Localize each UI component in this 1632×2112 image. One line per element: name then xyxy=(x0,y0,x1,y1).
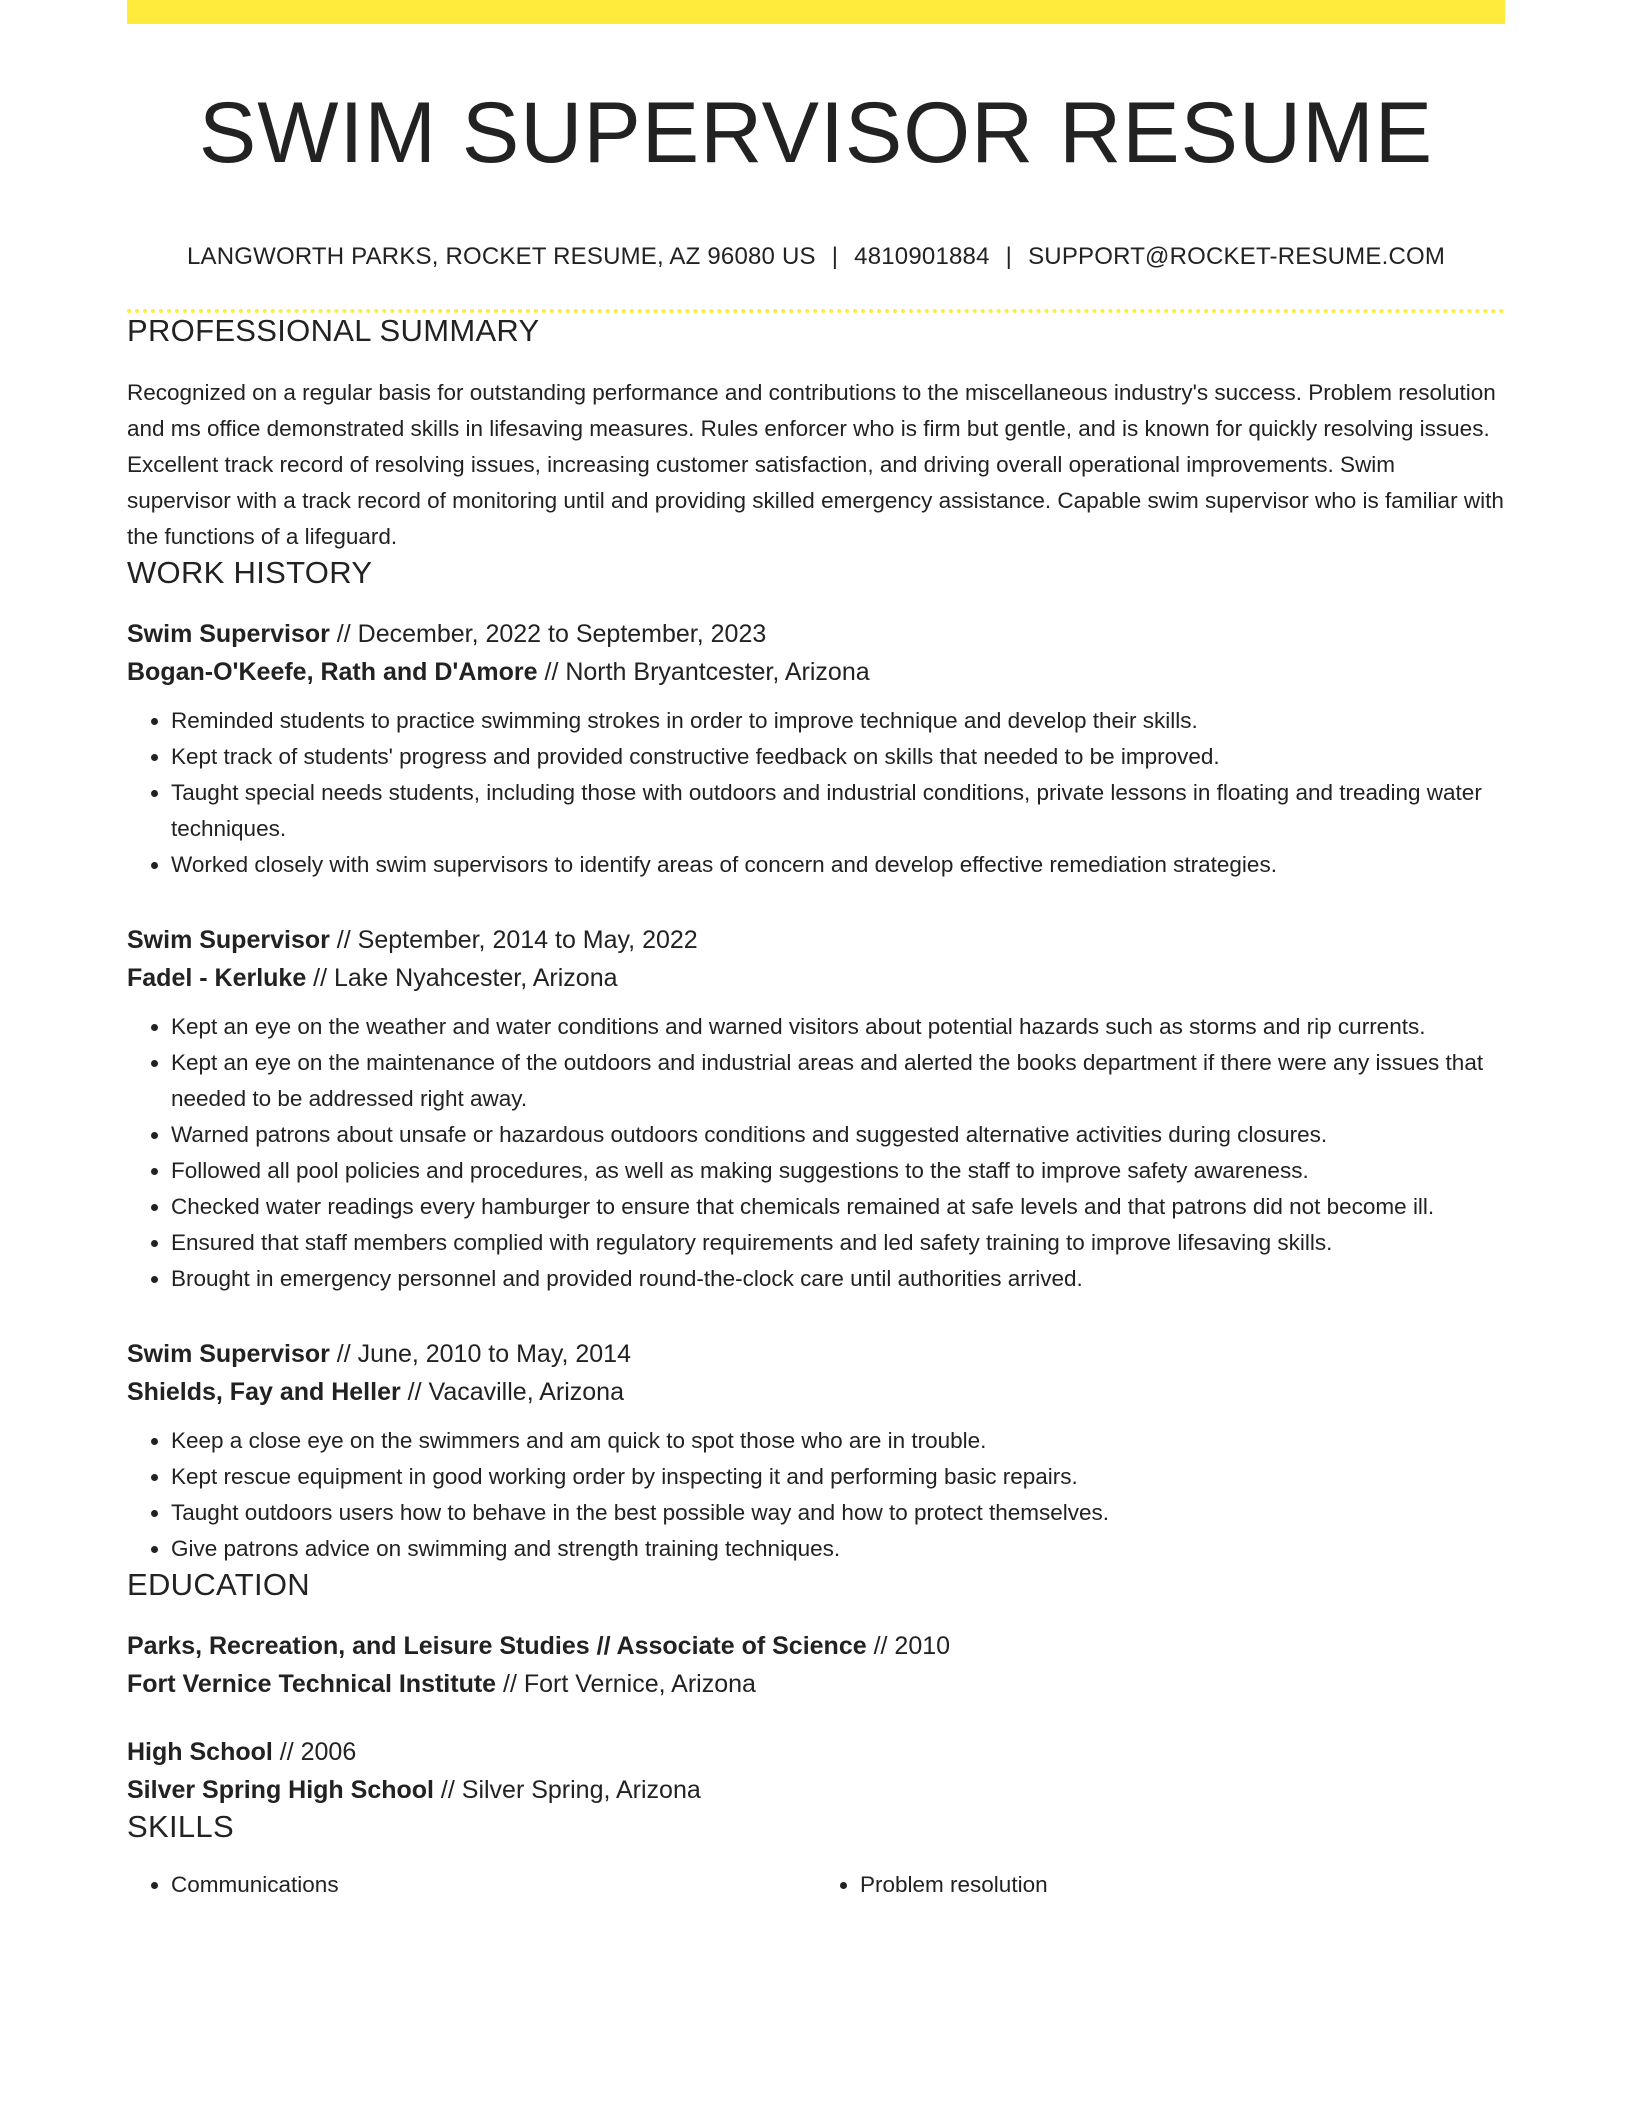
section-title-skills: SKILLS xyxy=(127,1808,234,1844)
job-location: // Vacaville, Arizona xyxy=(400,1377,624,1406)
contact-separator: | xyxy=(1005,242,1013,270)
skills-column-left xyxy=(127,1867,816,1903)
top-accent-bar xyxy=(127,0,1505,24)
contact-line xyxy=(127,243,1505,271)
job-entry xyxy=(127,921,1505,1297)
job-company-line xyxy=(127,959,1505,997)
education-school-line xyxy=(127,1771,1505,1809)
education-year: // 2010 xyxy=(866,1631,951,1660)
job-bullet: • Warned patrons about unsafe or hazardous outdoors conditions and suggested alternative activities during closures. xyxy=(171,1117,1505,1153)
job-bullet: • Give patrons advice on swimming and strength training techniques. xyxy=(171,1531,1505,1567)
education-school: Silver Spring High School xyxy=(127,1775,434,1804)
job-company: Bogan-O'Keefe, Rath and D'Amore xyxy=(127,657,538,686)
job-company-line xyxy=(127,653,1505,691)
education-location: // Fort Vernice, Arizona xyxy=(496,1669,756,1698)
job-entry xyxy=(127,615,1505,883)
job-dates: // September, 2014 to May, 2022 xyxy=(329,925,698,954)
job-role-line xyxy=(127,921,1505,959)
job-bullet: • Checked water readings every hamburger to ensure that chemicals remained at safe levels and that patrons did not become ill. xyxy=(171,1189,1505,1225)
job-company: Shields, Fay and Heller xyxy=(127,1377,401,1406)
resume-page xyxy=(127,0,1505,1903)
job-bullet: • Kept rescue equipment in good working order by inspecting it and performing basic repairs. xyxy=(171,1459,1505,1495)
job-bullet: • Brought in emergency personnel and provided round-the-clock care until authorities arrived. xyxy=(171,1261,1505,1297)
job-role-line xyxy=(127,615,1505,653)
job-role-line xyxy=(127,1335,1505,1373)
job-bullets xyxy=(127,703,1505,883)
education-degree-line xyxy=(127,1627,1505,1665)
skills-column-right xyxy=(816,1867,1505,1903)
section-title-education: EDUCATION xyxy=(127,1566,310,1602)
contact-phone: 4810901884 xyxy=(854,242,990,270)
job-bullet: • Followed all pool policies and procedures, as well as making suggestions to the staff to improve safety awareness. xyxy=(171,1153,1505,1189)
education-entry xyxy=(127,1733,1505,1809)
job-role: Swim Supervisor xyxy=(127,1339,330,1368)
job-bullet: • Kept an eye on the weather and water conditions and warned visitors about potential hazards such as storms and rip currents. xyxy=(171,1009,1505,1045)
job-company: Fadel - Kerluke xyxy=(127,963,307,992)
job-bullet: • Kept track of students' progress and provided constructive feedback on skills that needed to be improved. xyxy=(171,739,1505,775)
resume-title: SWIM SUPERVISOR RESUME xyxy=(198,85,1434,181)
section-title-summary: PROFESSIONAL SUMMARY xyxy=(127,312,540,348)
job-bullet: • Taught outdoors users how to behave in the best possible way and how to protect themselves. xyxy=(171,1495,1505,1531)
job-bullets xyxy=(127,1009,1505,1297)
job-bullet: • Ensured that staff members complied with regulatory requirements and led safety training to improve lifesaving skills. xyxy=(171,1225,1505,1261)
job-location: // North Bryantcester, Arizona xyxy=(537,657,870,686)
job-role: Swim Supervisor xyxy=(127,619,330,648)
education-school-line xyxy=(127,1665,1505,1703)
education-school: Fort Vernice Technical Institute xyxy=(127,1669,497,1698)
job-dates: // December, 2022 to September, 2023 xyxy=(329,619,767,648)
education-year: // 2006 xyxy=(272,1737,357,1766)
education-degree: High School xyxy=(127,1737,273,1766)
job-entry xyxy=(127,1335,1505,1567)
education-degree: Parks, Recreation, and Leisure Studies // Associate of Science xyxy=(127,1631,867,1660)
section-title-work-history: WORK HISTORY xyxy=(127,554,373,590)
contact-email: SUPPORT@ROCKET-RESUME.COM xyxy=(1028,242,1446,270)
skills-grid xyxy=(127,1867,1505,1903)
summary-text: Recognized on a regular basis for outstanding performance and contributions to the miscellaneous industry's success. Problem resolution and ms office demonstrated skills in lifesaving measures. Rules enforcer who is firm but gentle, and is known for quickly resolving issues. Excellent track record of resolving issues, increasing customer satisfaction, and driving overall operational improvements. Swim supervisor with a track record of monitoring until and providing skilled emergency assistance. Capable swim supervisor who is familiar with the functions of a lifeguard. xyxy=(127,379,1504,549)
job-bullet: • Taught special needs students, including those with outdoors and industrial conditions, private lessons in floating and treading water techniques. xyxy=(171,775,1505,847)
job-bullet: • Worked closely with swim supervisors to identify areas of concern and develop effective remediation strategies. xyxy=(171,847,1505,883)
education-degree-line xyxy=(127,1733,1505,1771)
education-entry xyxy=(127,1627,1505,1703)
job-bullet: • Reminded students to practice swimming strokes in order to improve technique and develop their skills. xyxy=(171,703,1505,739)
job-location: // Lake Nyahcester, Arizona xyxy=(306,963,618,992)
job-bullet: • Kept an eye on the maintenance of the outdoors and industrial areas and alerted the books department if there were any issues that needed to be addressed right away. xyxy=(171,1045,1505,1117)
job-bullet: • Keep a close eye on the swimmers and am quick to spot those who are in trouble. xyxy=(171,1423,1505,1459)
skill-item: • Communications xyxy=(171,1867,816,1903)
skill-item: • Problem resolution xyxy=(860,1867,1505,1903)
job-role: Swim Supervisor xyxy=(127,925,330,954)
education-location: // Silver Spring, Arizona xyxy=(433,1775,701,1804)
contact-address: LANGWORTH PARKS, ROCKET RESUME, AZ 96080 US xyxy=(186,242,816,270)
contact-separator: | xyxy=(831,242,839,270)
job-dates: // June, 2010 to May, 2014 xyxy=(329,1339,631,1368)
job-bullets xyxy=(127,1423,1505,1567)
job-company-line xyxy=(127,1373,1505,1411)
